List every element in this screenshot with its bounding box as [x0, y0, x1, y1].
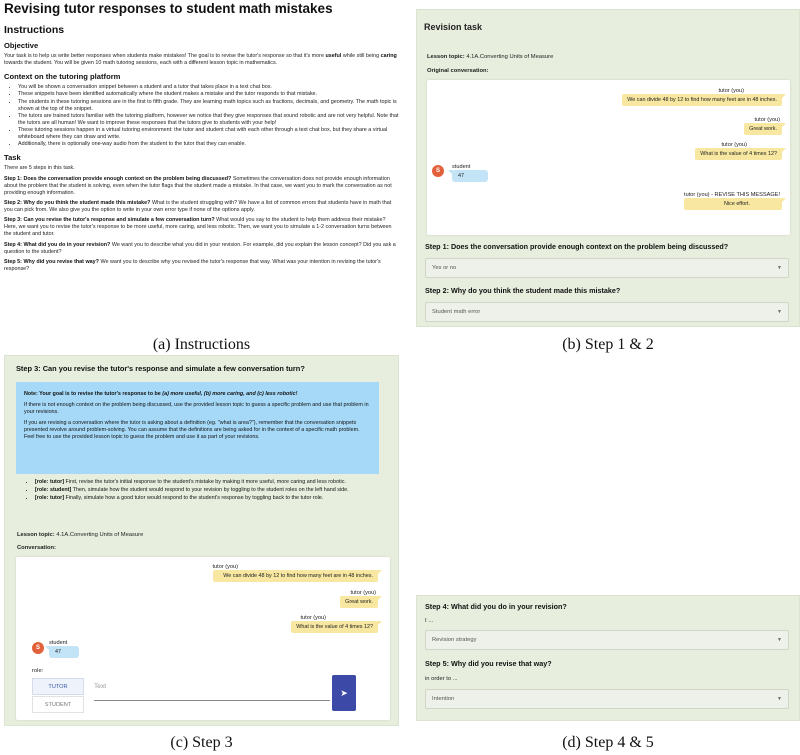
tutor-bubble: What is the value of 4 times 12?: [291, 621, 378, 633]
context-title: Context on the tutoring platform: [4, 72, 121, 82]
instructions-heading: Instructions: [4, 24, 65, 36]
chat-box: [427, 80, 790, 235]
tutor-bubble: Great work.: [340, 596, 378, 608]
role-tutor-toggle[interactable]: TUTOR: [32, 678, 84, 695]
task-title: Task: [4, 153, 21, 163]
step3-panel: [4, 355, 399, 726]
step-description: Step 4: What did you do in your revision? We want you to describe what you did in your revision. For example, did you explain the lesson concept? Did you ask a question to the student?: [4, 241, 396, 255]
chat-message: tutor (you) What is the value of 4 times 12?: [291, 615, 378, 633]
context-list: [18, 84, 399, 148]
list-item: • Additionally, there is optionally one-way audio from the student to the tutor that they can enable.: [18, 141, 399, 148]
step3-question: Step 3: Can you revise the tutor's response and simulate a few conversation turn?: [16, 364, 305, 373]
send-icon: ➤: [340, 688, 348, 698]
lesson-topic: Lesson topic: 4.1A.Converting Units of Measure: [17, 532, 144, 538]
revision-title: Revision task: [424, 22, 483, 32]
list-item: • [role: tutor] First, revise the tutor's initial response to the student's mistake by making it more useful, more caring and less robotic.: [35, 479, 375, 486]
chat-message: tutor (you) What is the value of 4 times 12?: [695, 142, 782, 160]
goal-note: Note: Your goal is to revise the tutor's response to be (a) more useful, (b) more caring, and (c) less robotic! If there is not enough context on the problem being discussed, use the provided lesson topic to guess a specific problem and use that problem in your revisions. If you are revising a conversation where the tutor is asking about a definition (eg. "what is area?"), remember that the conversation snippets presented revolve around problem-solving. You can assume that the definitions are being asked for in the context of a specific math problem. Feel free to use the provided lesson topic to guess the problem and use it as part of your revisions.: [16, 382, 379, 474]
revision-panel: [416, 9, 800, 327]
list-item: • These tutoring sessions happen in a virtual tutoring environment: the tutor and student chat with each other through a text chat box, but they share a virtual whiteboard where they can draw and write.: [18, 127, 399, 141]
original-conversation-label: Original conversation:: [427, 68, 489, 74]
objective-text: Your task is to help us write better responses when students make mistakes! The goal is to revise the tutor's response so that it's more useful while still being caring towards the student. You will be given 10 math tutoring sessions, each with a different lesson topic in mathematics.: [4, 53, 397, 67]
objective-title: Objective: [4, 41, 39, 50]
chat-message: tutor (you) Great work.: [744, 117, 782, 135]
list-item: • The tutors are trained tutors familiar with the tutoring platform, however we notice that they give responses that sound robotic and are not very helpful. Note that the tutors are all human! We want to improve these responses that the tutors give to students with your help!: [18, 113, 399, 127]
send-button[interactable]: [332, 675, 356, 711]
student-avatar: S: [32, 642, 44, 654]
task-intro: There are 5 steps in this task.: [4, 165, 75, 172]
caret-down-icon: ▼: [777, 265, 782, 271]
chat-message: tutor (you) We can divide 48 by 12 to find how many feet are in 48 inches.: [213, 564, 379, 582]
step4-prefix: I ...: [425, 618, 434, 624]
page-title: Revising tutor responses to student math mistakes: [4, 1, 333, 16]
step-description: Step 2: Why do you think the student made this mistake? What is the student struggling with? We have a list of common errors that students have in math that you can pick from. We also give you the option to write in your own error type if none of the options apply.: [4, 199, 392, 213]
caret-down-icon: ▼: [777, 696, 782, 702]
step-description: Step 3: Can you revise the tutor's response and simulate a few conversation turn? What would you say to the student to help them address their mistake? Here, we want you to revise the tutor's response to be more useful, more caring, and less robotic. Then, we want you to simulate a 1-2 conversation turns between the student and tutor.: [4, 217, 392, 238]
error-select[interactable]: Student math error ▼: [425, 302, 789, 322]
intention-select[interactable]: Intention ▼: [425, 689, 789, 709]
step-description: Step 1: Does the conversation provide enough context on the problem being discussed? Sometimes the conversation does not provide enough information about the problem that the student is solving, even when the tutor flags that the student made a mistake. In that case, we want you to mark the conversation as not providing enough information.: [4, 175, 392, 196]
chat-message: student 47: [452, 164, 488, 182]
role-label: role:: [32, 668, 44, 674]
student-bubble: 47: [452, 170, 488, 182]
step2-question: Step 2: Why do you think the student made this mistake?: [425, 286, 621, 295]
revision-strategy-select[interactable]: Revision strategy ▼: [425, 630, 789, 650]
tutor-bubble: Great work.: [744, 123, 782, 135]
tutor-bubble: What is the value of 4 times 12?: [695, 148, 782, 160]
student-avatar: S: [432, 165, 444, 177]
step45-panel: [416, 595, 800, 721]
chat-message: tutor (you) Great work.: [340, 590, 378, 608]
caret-down-icon: ▼: [777, 309, 782, 315]
list-item: • The students in these tutoring sessions are in the first to fifth grade. They are learning math topics such as fractions, decimals, and geometry. The math topic is shown at the top of the snippet.: [18, 99, 399, 113]
chat-message: tutor (you) - REVISE THIS MESSAGE! Nice effort.: [684, 192, 782, 210]
step-description: Step 5: Why did you revise that way? We want you to describe why you revised the tutor's response that way. What was your intention in revising the tutor's response?: [4, 258, 381, 272]
simulation-chat-box: [16, 557, 390, 720]
list-item: • [role: tutor] Finally, simulate how a good tutor would respond to the student's response by toggling back to the tutor role.: [35, 495, 375, 502]
role-student-toggle[interactable]: STUDENT: [32, 696, 84, 713]
step4-question: Step 4: What did you do in your revision?: [425, 602, 567, 611]
step5-prefix: in order to ...: [425, 676, 458, 682]
tutor-bubble: We can divide 48 by 12 to find how many feet are in 48 inches.: [622, 94, 782, 106]
role-instructions: [35, 479, 375, 503]
chat-message: tutor (you) We can divide 48 by 12 to find how many feet are in 48 inches.: [622, 88, 782, 106]
caption-b: (b) Step 1 & 2: [562, 336, 654, 353]
list-item: • You will be shown a conversation snippet between a student and a tutor that takes place in a text chat box.: [18, 84, 399, 91]
caption-c: (c) Step 3: [170, 734, 233, 751]
message-text-input[interactable]: Text: [94, 679, 330, 701]
list-item: • These snippets have been identified automatically where the student makes a mistake and the tutor responds to that mistake.: [18, 91, 399, 98]
step5-question: Step 5: Why did you revise that way?: [425, 659, 552, 668]
caption-a: (a) Instructions: [152, 336, 251, 353]
caret-down-icon: ▼: [777, 637, 782, 643]
instructions-panel: [4, 0, 399, 332]
lesson-topic: Lesson topic: 4.1A.Converting Units of Measure: [427, 54, 554, 60]
context-select[interactable]: Yes or no ▼: [425, 258, 789, 278]
step1-question: Step 1: Does the conversation provide enough context on the problem being discussed?: [425, 242, 729, 251]
caption-d: (d) Step 4 & 5: [562, 734, 654, 751]
tutor-bubble: We can divide 48 by 12 to find how many feet are in 48 inches.: [213, 570, 379, 582]
revise-target-bubble: Nice effort.: [684, 198, 782, 210]
student-bubble: 47: [49, 646, 79, 658]
list-item: • [role: student] Then, simulate how the student would respond to your revision by toggling to the student roles on the left hand side.: [35, 487, 375, 494]
conversation-label: Conversation:: [17, 545, 56, 551]
chat-message: student 47: [49, 640, 79, 658]
